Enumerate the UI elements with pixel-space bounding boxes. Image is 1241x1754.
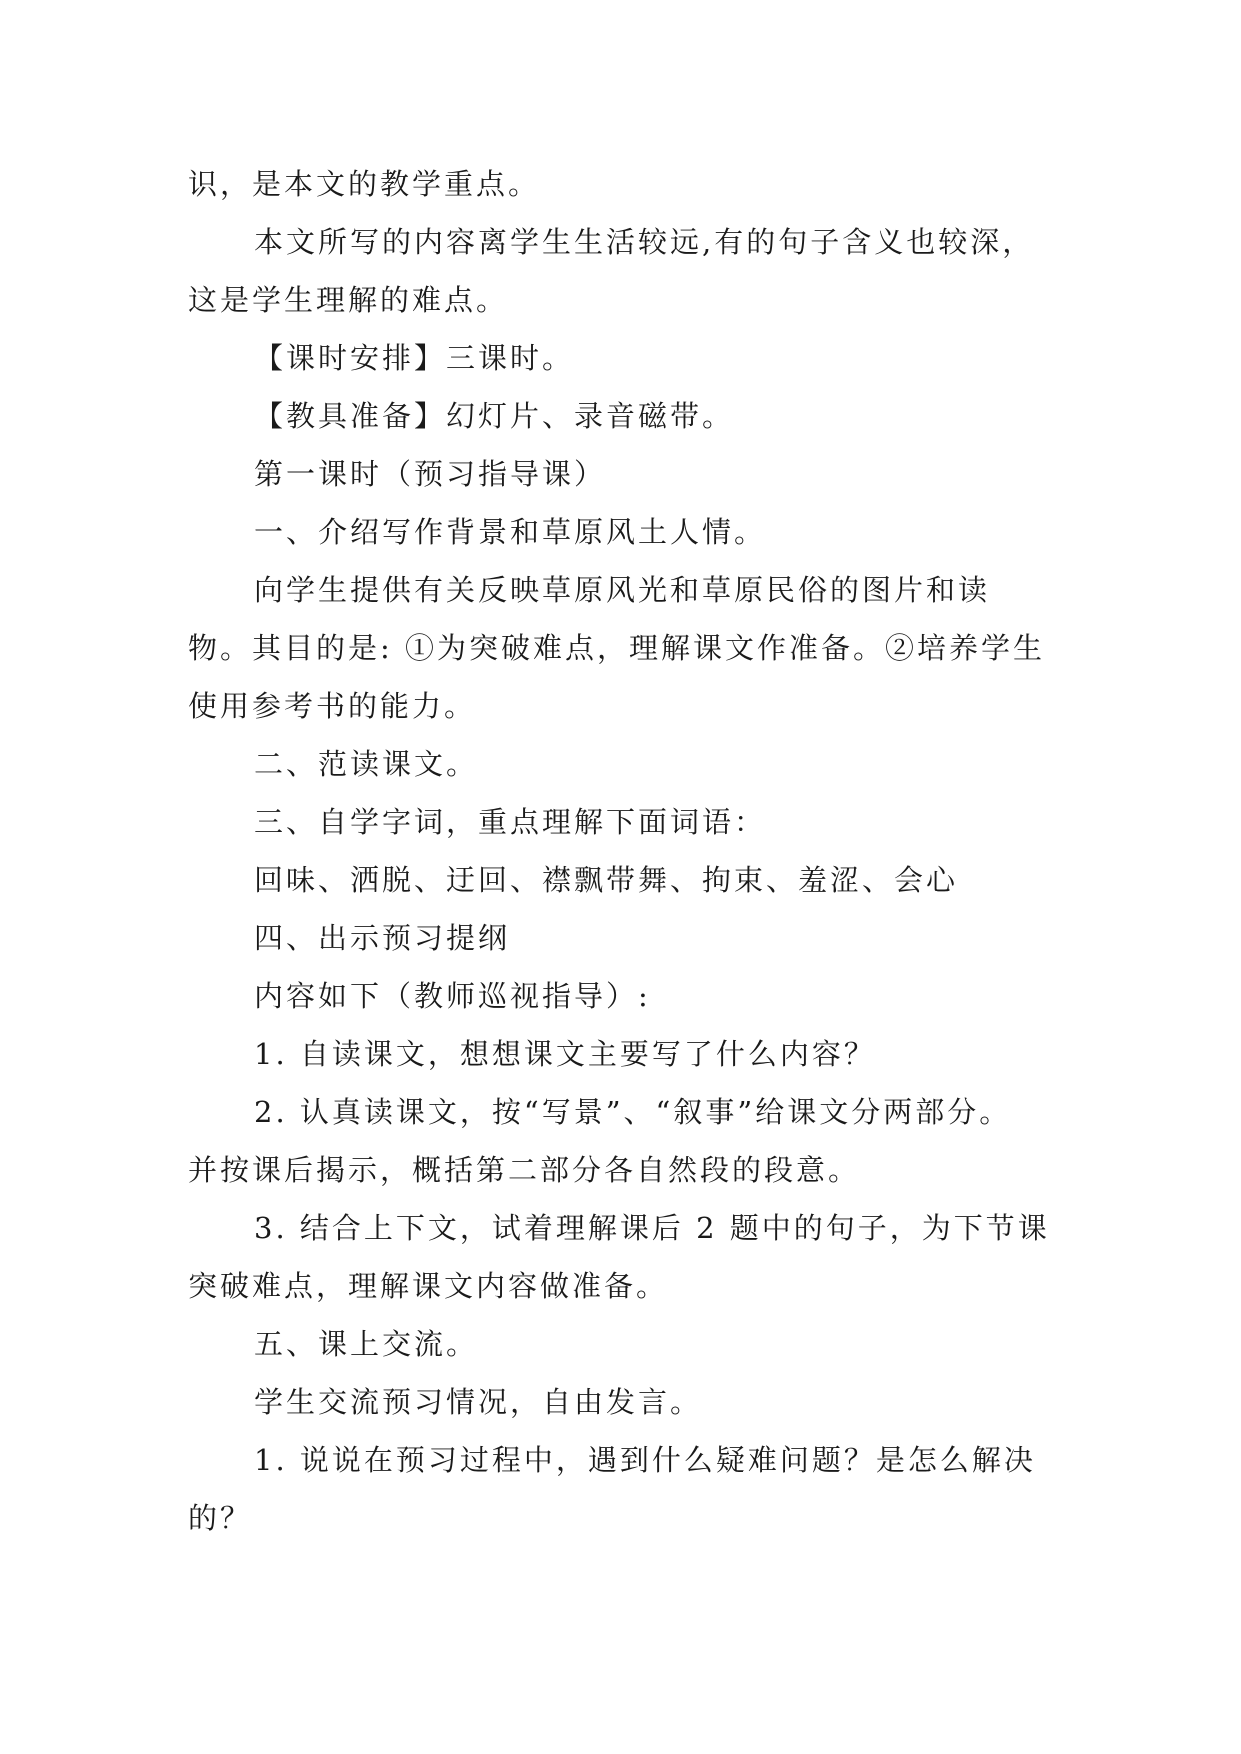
text-line: 学生交流预习情况，自由发言。 bbox=[254, 1385, 703, 1419]
text-line: 识，是本文的教学重点。 bbox=[188, 167, 541, 201]
text-line: 向学生提供有关反映草原风光和草原民俗的图片和读 bbox=[254, 573, 991, 607]
text-line: 内容如下（教师巡视指导）: bbox=[254, 979, 651, 1013]
text-line: 【课时安排】三课时。 bbox=[254, 341, 575, 375]
text-line: 的？ bbox=[188, 1501, 253, 1535]
text-line: 【教具准备】幻灯片、录音磁带。 bbox=[254, 399, 735, 433]
section-heading: 第一课时（预习指导课） bbox=[254, 457, 607, 491]
text-line: 2. 认真读课文，按“写景”、“叙事”给课文分两部分。 bbox=[254, 1095, 1012, 1129]
text-line: 三、自学字词，重点理解下面词语： bbox=[254, 805, 767, 839]
text-line: 突破难点，理解课文内容做准备。 bbox=[188, 1269, 669, 1303]
text-line: 四、出示预习提纲 bbox=[254, 921, 511, 955]
text-line: 物。其目的是: ①为突破难点，理解课文作准备。②培养学生 bbox=[188, 631, 1045, 665]
text-line: 五、课上交流。 bbox=[254, 1327, 479, 1361]
text-line: 1. 自读课文，想想课文主要写了什么内容？ bbox=[254, 1037, 876, 1071]
text-line: 这是学生理解的难点。 bbox=[188, 283, 509, 317]
text-line: 一、介绍写作背景和草原风土人情。 bbox=[254, 515, 767, 549]
text-line: 1. 说说在预习过程中，遇到什么疑难问题？是怎么解决 bbox=[254, 1443, 1036, 1477]
text-line: 回味、洒脱、迂回、襟飘带舞、拘束、羞涩、会心 bbox=[254, 863, 959, 897]
text-line: 本文所写的内容离学生生活较远,有的句子含义也较深， bbox=[254, 225, 1035, 259]
text-line: 并按课后揭示，概括第二部分各自然段的段意。 bbox=[188, 1153, 861, 1187]
text-line: 3. 结合上下文，试着理解课后 2 题中的句子，为下节课 bbox=[254, 1211, 1050, 1245]
text-line: 二、范读课文。 bbox=[254, 747, 479, 781]
text-line: 使用参考书的能力。 bbox=[188, 689, 477, 723]
